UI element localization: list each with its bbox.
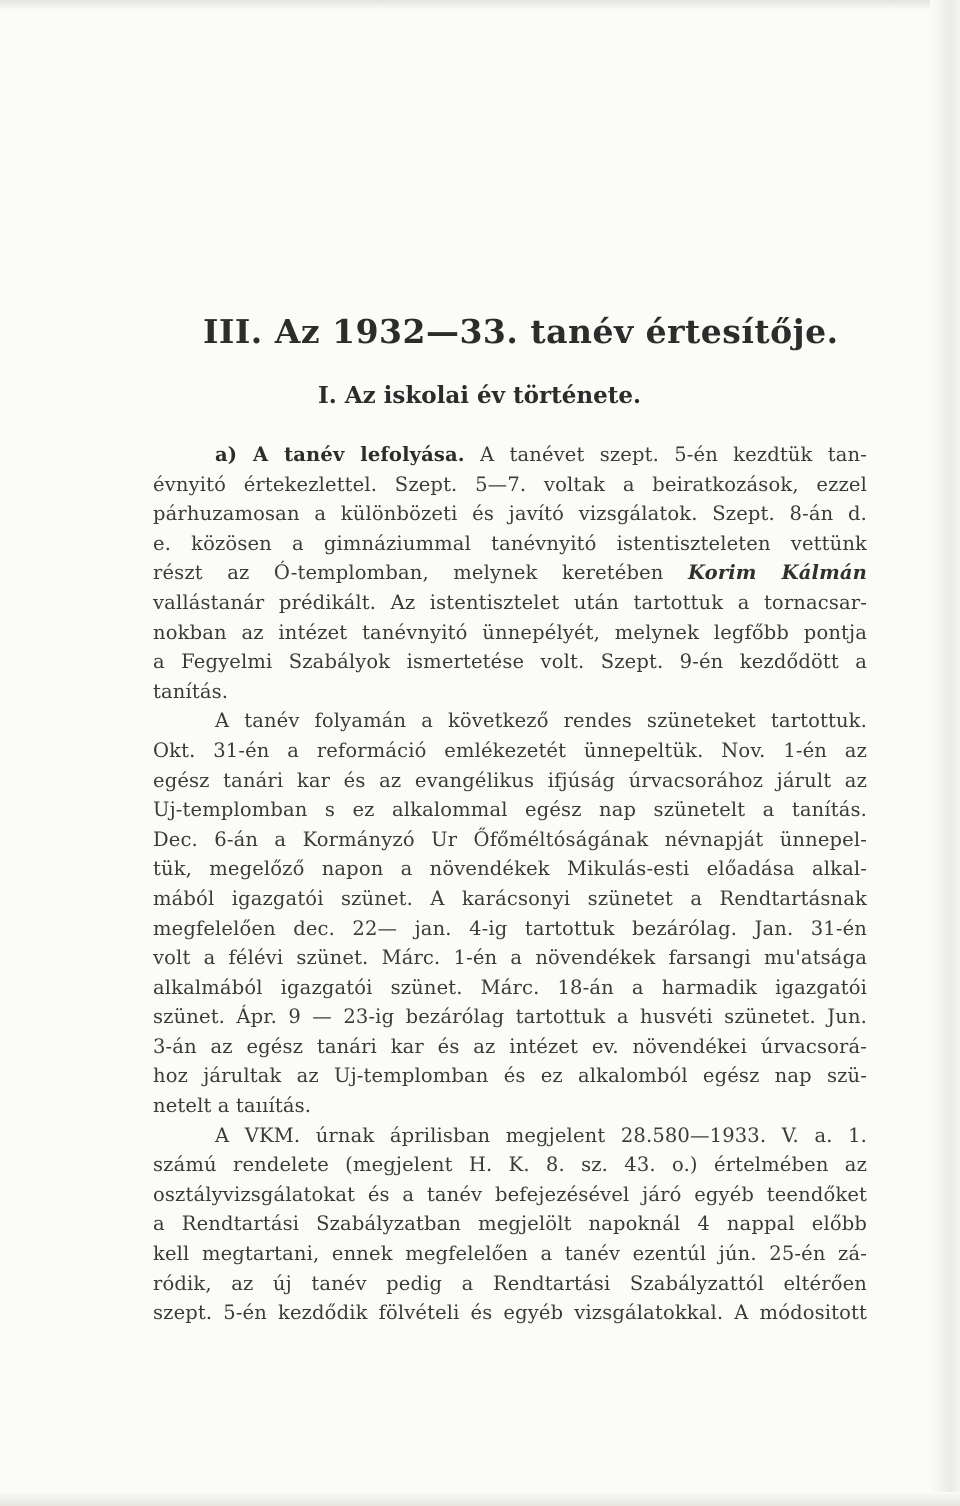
page-edge-right <box>930 0 960 1506</box>
paragraph-2-line: hoz járultak az Uj-templomban és ez alkalomból egész nap szü- <box>153 1064 867 1088</box>
paragraph-2-line: szünet. Ápr. 9 — 23-ig bezárólag tartottuk a husvéti szünetet. Jun. <box>153 1005 867 1029</box>
paragraph-2-line: netelt a taııítás. <box>153 1094 312 1118</box>
paragraph-2-line: alkalmából igazgatói szünet. Márc. 18-án a harmadik igazgatói <box>153 975 867 999</box>
paragraph-1-line-8: a Fegyelmi Szabályok ismertetése volt. Szept. 9-én kezdődött a <box>153 650 867 674</box>
paragraph-2-line: 3-án az egész tanári kar és az intézet ev. növendékei úrvacsorá- <box>153 1034 867 1058</box>
paragraph-3-line: számú rendelete (megjelent H. K. 8. sz. 43. o.) értelmében az <box>153 1153 867 1177</box>
paragraph-3-line: kell megtartani, ennek megfelelően a tanév ezentúl jún. 25-én zá- <box>153 1242 867 1266</box>
chapter-title: I. Az iskolai év története. <box>318 382 641 409</box>
paragraph-1-line-7: nokban az intézet tanévnyitó ünnepélyét, melynek legfőbb pontja <box>153 620 867 644</box>
paragraph-1-line-6: vallástanár prédikált. Az istentisztelet után tartottuk a tornacsar- <box>153 590 867 614</box>
paragraph-1-line-5 <box>153 558 867 588</box>
body-text <box>153 440 867 1328</box>
paragraph-1-line-4: e. közösen a gimnáziummal tanévnyitó istentiszteleten vettünk <box>153 531 867 555</box>
page-edge-bottom <box>0 1492 960 1506</box>
section-title: III. Az 1932—33. tanév értesítője. <box>203 312 839 351</box>
paragraph-2-line: Okt. 31-én a reformáció emlékezetét ünnepeltük. Nov. 1-én az <box>153 738 867 762</box>
paragraph-2-line: Dec. 6-án a Kormányzó Ur Őfőméltóságának névnapját ünnepel- <box>153 827 867 851</box>
paragraph-2-line: megfelelően dec. 22— jan. 4-ig tartottuk bezárólag. Jan. 31-én <box>153 916 867 940</box>
paragraph-2-line: tük, megelőző napon a növendékek Mikulás-esti előadása alkal- <box>153 857 867 881</box>
page-edge-top <box>0 0 960 10</box>
paragraph-2-line: volt a félévi szünet. Márc. 1-én a növendékek farsangi mu'atsága <box>153 946 867 970</box>
paragraph-2-line: mából igazgatói szünet. A karácsonyi szünetet a Rendtartásnak <box>153 886 867 910</box>
paragraph-2-line: egész tanári kar és az evangélikus ifjúság úrvacsorához járult az <box>153 768 867 792</box>
paragraph-1-line-9: tanítás. <box>153 679 229 703</box>
paragraph-1-line-3: párhuzamosan a különbözeti és javító vizsgálatok. Szept. 8-án d. <box>153 502 867 526</box>
paragraph-3-line: szept. 5-én kezdődik fölvételi és egyéb vizsgálatokkal. A módositott <box>153 1301 867 1325</box>
paragraph-3-line: ródik, az új tanév pedig a Rendtartási Szabályzattól eltérően <box>153 1271 867 1295</box>
line-5-text: részt az Ó-templomban, melynek keretében <box>153 561 664 585</box>
lead-rest: A tanévet szept. 5-én kezdtük tan- <box>480 443 867 466</box>
paragraph-3-line: A VKM. úrnak áprilisban megjelent 28.580—1933. V. a. 1. <box>215 1123 867 1147</box>
lead-label: a) A tanév lefolyása. <box>215 443 465 466</box>
paragraph-3-line: a Rendtartási Szabályzatban megjelölt napoknál 4 nappal előbb <box>153 1212 867 1236</box>
paragraph-1-line-1 <box>153 440 867 470</box>
paragraph-2-line: Uj-templomban s ez alkalommal egész nap szünetelt a tanítás. <box>153 798 867 822</box>
paragraph-1-line-2: évnyitó értekezlettel. Szept. 5—7. voltak a beiratkozások, ezzel <box>153 472 867 496</box>
paragraph-3-line: osztályvizsgálatokat és a tanév befejezésével járó egyéb teendőket <box>153 1182 867 1206</box>
paragraph-2-line: A tanév folyamán a következő rendes szüneteket tartottuk. <box>215 709 867 733</box>
person-name: Korim Kálmán <box>688 561 867 585</box>
